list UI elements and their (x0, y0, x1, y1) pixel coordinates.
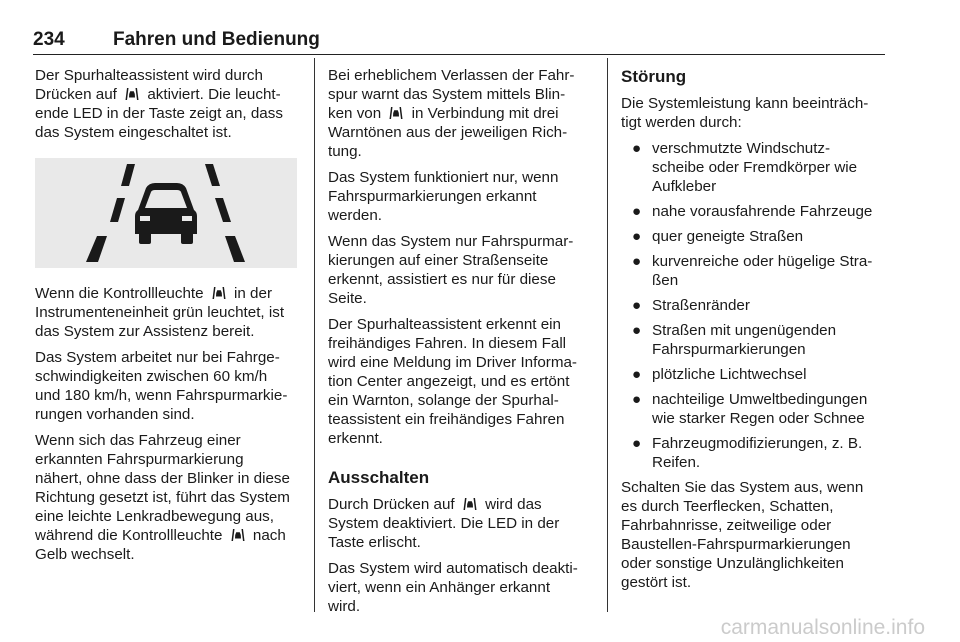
text-line: aktiviert. Die leucht- (143, 86, 281, 103)
text-line: tigt werden durch: (621, 114, 742, 131)
text-line: Seite. (328, 290, 367, 307)
paragraph (328, 232, 593, 308)
list-item (621, 227, 889, 246)
text-line: während die Kontrollleuchte (35, 527, 227, 544)
text-line: quer geneigte Straßen (652, 228, 804, 245)
text-line: rungen vorhanden sind. (35, 406, 195, 423)
text-line: nahe vorausfahrende Fahrzeuge (652, 203, 873, 220)
text-line: scheibe oder Fremdkörper wie (652, 159, 858, 176)
text-line: Baustellen-Fahrspurmarkierungen (621, 536, 851, 553)
text-line: in der (229, 285, 273, 302)
paragraph (621, 478, 889, 592)
paragraph (35, 431, 300, 564)
text-line: wird eine Meldung im Driver Informa- (328, 354, 577, 371)
text-line: nachteilige Umweltbedingungen (652, 391, 868, 408)
text-line: Durch Drücken auf (328, 496, 459, 513)
text-line: Fahrzeugmodifizierungen, z. B. (652, 435, 863, 452)
text-line: Das System funktioniert nur, wenn (328, 169, 559, 186)
lane-keep-assist-icon (389, 105, 403, 117)
text-line: gestört ist. (621, 574, 692, 591)
text-line: Schalten Sie das System aus, wenn (621, 479, 864, 496)
text-line: spur warnt das System mittels Blin- (328, 86, 566, 103)
text-line: Richtung gesetzt ist, führt das System (35, 489, 290, 506)
list-item (621, 321, 889, 359)
text-line: System deaktiviert. Die LED in der (328, 515, 560, 532)
text-line: freihändiges Fahren. In diesem Fall (328, 335, 567, 352)
text-line: Straßenränder (652, 297, 750, 314)
page-header (33, 26, 885, 55)
text-line: und 180 km/h, wenn Fahrspurmarkie- (35, 387, 288, 404)
text-line: Reifen. (652, 454, 701, 471)
text-line: nach (248, 527, 286, 544)
text-line: Gelb wechselt. (35, 546, 135, 563)
text-line: Wenn sich das Fahrzeug einer (35, 432, 241, 449)
text-line: ende LED in der Taste zeigt an, dass (35, 105, 283, 122)
text-line: schwindigkeiten zwischen 60 km/h (35, 368, 268, 385)
text-line: Fahrbahnrisse, zeitweilige oder (621, 517, 832, 534)
text-line: Wenn das System nur Fahrspurmar- (328, 233, 574, 250)
paragraph (328, 315, 593, 448)
bullet-list (621, 139, 889, 472)
paragraph (328, 168, 593, 225)
lane-keep-assist-icon (231, 527, 245, 539)
text-line: Die Systemleistung kann beeinträch- (621, 95, 869, 112)
section-heading: Störung (621, 67, 687, 86)
text-line: Das System wird automatisch deakti- (328, 560, 578, 577)
paragraph (35, 284, 300, 341)
text-line: verschmutzte Windschutz- (652, 140, 831, 157)
text-line: wird. (328, 598, 361, 615)
bullet-icon: ● (632, 203, 642, 220)
bullet-icon: ● (632, 228, 642, 245)
text-line: Taste erlischt. (328, 534, 421, 551)
lane-keep-assist-icon (212, 285, 226, 297)
column-middle (328, 66, 593, 623)
text-line: erkannten Fahrspurmarkierung (35, 451, 244, 468)
text-line: viert, wenn ein Anhänger erkannt (328, 579, 551, 596)
text-line: kurvenreiche oder hügelige Stra- (652, 253, 873, 270)
text-line: kierungen auf einer Straßenseite (328, 252, 549, 269)
text-line: Wenn die Kontrollleuchte (35, 285, 208, 302)
bullet-icon: ● (632, 297, 642, 314)
column-divider (607, 58, 608, 612)
text-line: nähert, ohne dass der Blinker in diese (35, 470, 290, 487)
column-left (35, 66, 300, 571)
paragraph (328, 66, 593, 161)
text-line: tung. (328, 143, 362, 160)
text-line: Straßen mit ungenügenden (652, 322, 837, 339)
list-item (621, 365, 889, 384)
paragraph (328, 559, 593, 616)
text-line: Fahrspurmarkierungen erkannt (328, 188, 537, 205)
text-line: es durch Teerflecken, Schatten, (621, 498, 834, 515)
list-item (621, 252, 889, 290)
text-line: Drücken auf (35, 86, 122, 103)
paragraph (328, 495, 593, 552)
text-line: eine leichte Lenkradbewegung aus, (35, 508, 274, 525)
text-line: das System zur Assistenz bereit. (35, 323, 255, 340)
list-item (621, 390, 889, 428)
text-line: ken von (328, 105, 386, 122)
text-line: Das System arbeitet nur bei Fahrge- (35, 349, 280, 366)
column-right (621, 66, 889, 599)
page-title: Fahren und Bedienung (113, 29, 320, 50)
paragraph (621, 94, 889, 132)
list-item (621, 139, 889, 196)
text-line: Instrumenteneinheit grün leuchtet, ist (35, 304, 285, 321)
paragraph (35, 66, 300, 142)
list-item (621, 434, 889, 472)
text-line: ßen (652, 272, 679, 289)
lane-keep-assist-icon (125, 86, 139, 98)
text-line: Warntönen aus der jeweiligen Rich- (328, 124, 568, 141)
text-line: in Verbindung mit drei (407, 105, 559, 122)
text-line: Bei erheblichem Verlassen der Fahr- (328, 67, 575, 84)
text-line: das System eingeschaltet ist. (35, 124, 232, 141)
list-item (621, 296, 889, 315)
text-line: teassistent ein freihändiges Fahren (328, 411, 565, 428)
bullet-icon: ● (632, 322, 642, 339)
text-line: plötzliche Lichtwechsel (652, 366, 807, 383)
paragraph (35, 348, 300, 424)
text-line: wird das (480, 496, 542, 513)
bullet-icon: ● (632, 391, 642, 408)
bullet-icon: ● (632, 140, 642, 157)
text-line: erkennt, assistiert es nur für diese (328, 271, 556, 288)
text-line: erkennt. (328, 430, 383, 447)
section-heading: Ausschalten (328, 468, 430, 487)
text-line: werden. (328, 207, 383, 224)
text-line: wie starker Regen oder Schnee (652, 410, 865, 427)
bullet-icon: ● (632, 366, 642, 383)
text-line: Der Spurhalteassistent erkennt ein (328, 316, 562, 333)
bullet-icon: ● (632, 435, 642, 452)
watermark: carmanualsonline.info (720, 616, 925, 639)
list-item (621, 202, 889, 221)
text-line: oder sonstige Unzulänglichkeiten (621, 555, 844, 572)
text-line: Der Spurhalteassistent wird durch (35, 67, 263, 84)
bullet-icon: ● (632, 253, 642, 270)
text-line: tion Center angezeigt, und es ertönt (328, 373, 570, 390)
text-line: ein Warnton, solange der Spurhal- (328, 392, 559, 409)
lane-keep-assist-symbol (35, 158, 297, 268)
page-number: 234 (33, 29, 65, 50)
lane-keep-assist-figure (35, 158, 297, 268)
column-divider (314, 58, 315, 612)
lane-keep-assist-icon (463, 496, 477, 508)
text-line: Fahrspurmarkierungen (652, 341, 806, 358)
text-line: Aufkleber (652, 178, 717, 195)
